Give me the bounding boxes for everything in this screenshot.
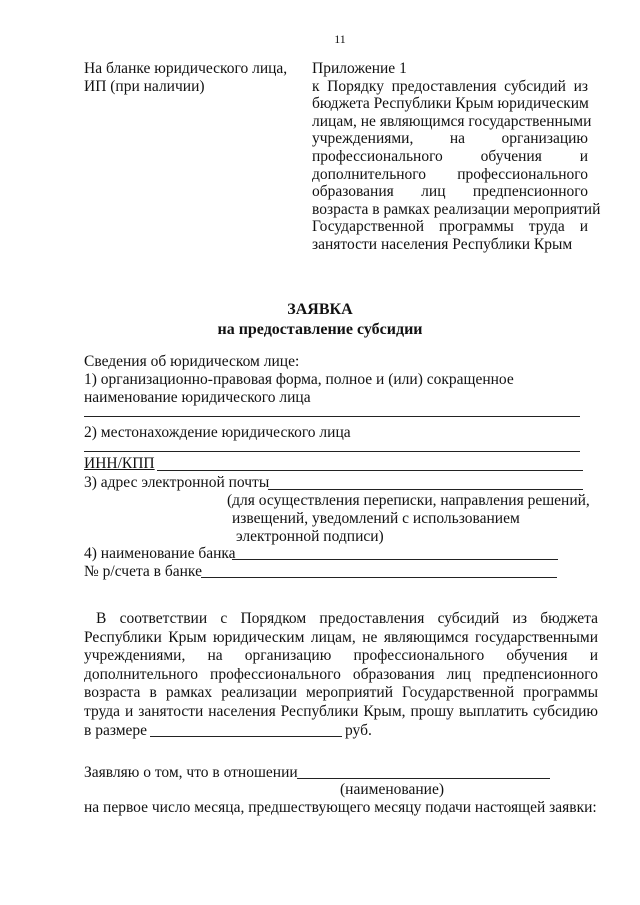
request-line: дополнительного профессионального образования лиц предпенсионного [84,665,598,683]
appendix-line: к Порядку предоставления субсидий из [312,77,588,95]
request-line: учреждениями, на организацию профессионального обучения и [84,647,598,665]
appendix-line: бюджета Республики Крым юридическим [312,95,589,113]
page-number: 11 [334,32,346,46]
field1-input-line[interactable] [84,416,580,417]
field3-label: 3) адрес электронной почты [84,474,270,491]
account-label: № р/счета в банке [84,563,202,580]
appendix-line: дополнительного профессионального [312,165,588,183]
appendix-title: Приложение 1 [312,60,407,77]
document-title: ЗАЯВКА [287,301,353,318]
appendix-line: Государственной программы труда и [312,218,588,236]
request-paragraph [84,610,598,722]
document-subtitle: на предоставление субсидии [217,321,423,338]
request-line: Республики Крым юридическим лицам, не являющимся государственными [84,628,598,646]
section-label: Сведения об юридическом лице: [84,353,300,370]
letterhead-note [84,60,287,96]
organization-name-hint: (наименование) [340,781,444,798]
appendix-line: занятости населения Республики Крым [312,235,573,253]
field1-label: 1) организационно-правовая форма, полное и (или) сокращенное [84,371,514,388]
field4-label: 4) наименование банка [84,545,236,562]
declaration-prefix: Заявляю о том, что в отношении [84,764,298,781]
field3-note: извещений, уведомлений с использованием [232,510,520,527]
declaration-line: на первое число месяца, предшествующего месяцу подачи настоящей заявки: [84,799,597,816]
appendix-line: учреждениями, на организацию [312,130,588,148]
request-line: труда и занятости населения Республики Крым, прошу выплатить субсидию [84,702,598,720]
appendix-line: возраста в рамках реализации мероприятий [312,200,601,218]
field2-input-line[interactable] [84,451,580,452]
amount-prefix: в размере [84,722,148,739]
letterhead-line: ИП (при наличии) [84,78,205,95]
request-line: возраста в рамках реализации мероприятий Государственной программы [84,684,598,702]
field3-note: (для осуществления переписки, направления решений, [227,492,590,509]
account-input-line[interactable] [201,577,557,578]
bank-input-line[interactable] [232,559,558,560]
letterhead-line: На бланке юридического лица, [84,60,288,77]
appendix-line: образования лиц предпенсионного [312,183,588,201]
appendix-block [312,60,601,254]
appendix-line: профессионального обучения и [312,147,588,165]
amount-suffix: руб. [345,722,372,739]
field3-note: электронной подписи) [236,528,384,545]
request-line: В соответствии с Порядком предоставления субсидий из бюджета [96,610,598,627]
inn-label: ИНН/КПП [84,455,155,472]
field2-label: 2) местонахождение юридического лица [84,424,351,441]
email-input-line[interactable] [268,489,583,490]
inn-input-line[interactable] [157,470,583,471]
field1-label-cont: наименование юридического лица [84,389,311,406]
organization-name-line[interactable] [297,778,550,779]
appendix-line: лицам, не являющимся государственными [312,112,592,130]
amount-input-line[interactable] [150,736,342,737]
